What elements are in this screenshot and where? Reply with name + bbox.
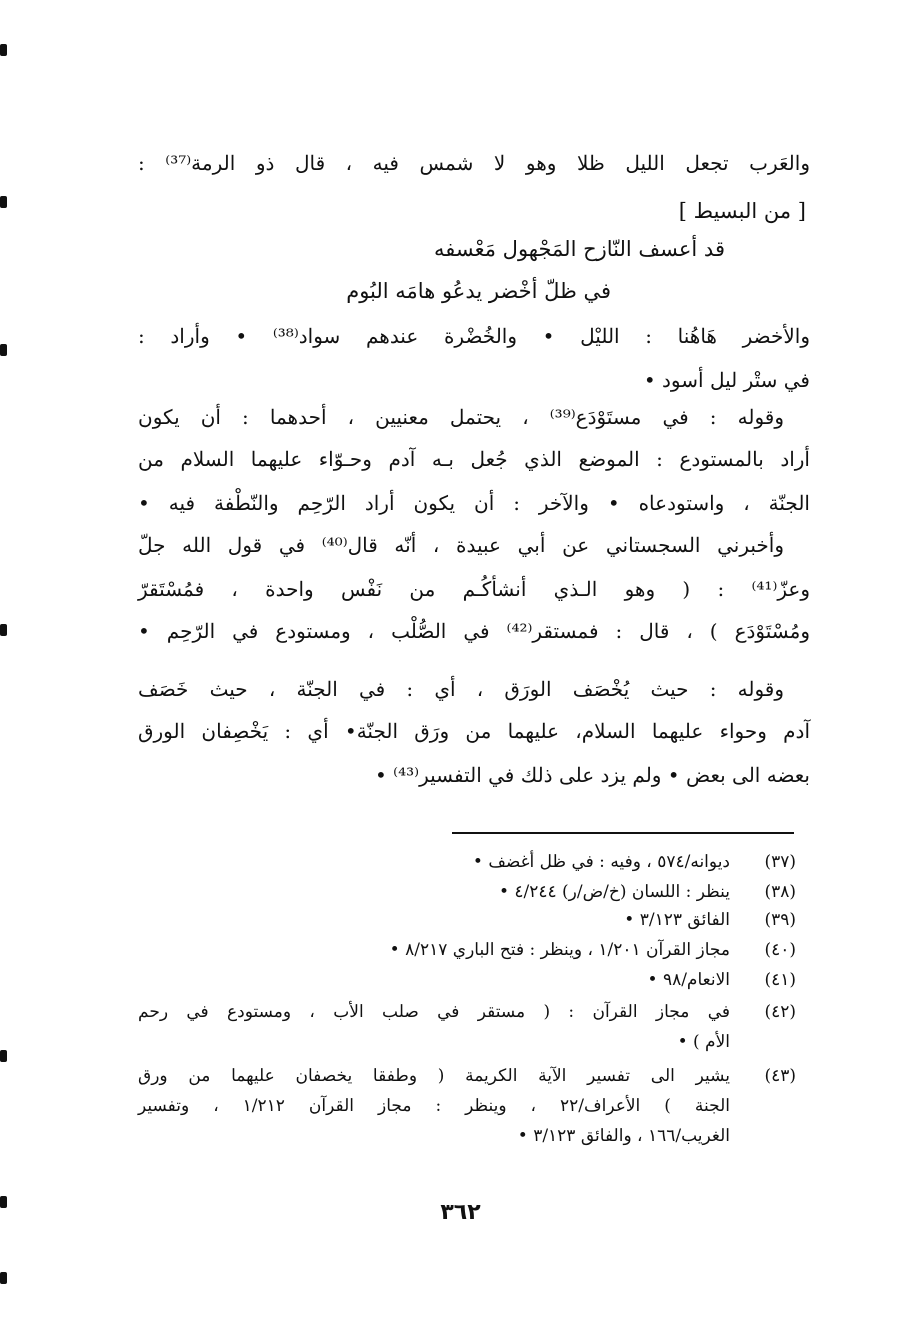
body-line: وقوله : حيث يُخْصَف الورَق ، أي : في الجنّة ، حيث خَصَف — [138, 677, 784, 701]
body-line: ومُسْتَوْدَع ) ، قال : فمستقر⁽⁴²⁾ في الصُّلْب ، ومستودع في الرّحِم • — [138, 619, 810, 643]
edge-mark — [0, 624, 7, 636]
body-line: في ستْر ليل أسود • — [643, 368, 810, 392]
edge-mark — [0, 196, 7, 208]
body-line: والعَرب تجعل الليل ظلا وهو لا شمس فيه ، قال ذو الرمة⁽³⁷⁾ : — [138, 151, 810, 175]
footnote-40 — [138, 938, 796, 964]
body-line: وعزّ⁽⁴¹⁾ : ( وهو الـذي أنشأكُـم من نَفْس واحدة ، فمُسْتَقرّ — [138, 577, 810, 601]
footnote-number: (٣٩) — [764, 910, 796, 930]
edge-mark — [0, 44, 7, 56]
footnote-text-continuation: الغريب/١٦٦ ، والفائق ٣/١٢٣ • — [517, 1126, 730, 1146]
footnote-number: (٤٢) — [764, 1002, 796, 1022]
edge-mark — [0, 344, 7, 356]
verse-hemistich-1: قد أعسف النّازح المَجْهول مَعْسفه — [434, 237, 725, 261]
footnote-text: ديوانه/٥٧٤ ، وفيه : في ظل أغضف • — [472, 852, 730, 872]
meter-label: [ من البسيط ] — [678, 199, 806, 223]
footnote-number: (٣٨) — [764, 882, 796, 902]
body-line: آدم وحواء عليهما السلام، عليهما من ورَق الجنّة• أي : يَخْصِفان الورق — [138, 719, 810, 743]
footnote-number: (٤١) — [764, 970, 796, 990]
footnote-43 — [138, 1064, 796, 1090]
edge-mark — [0, 1050, 7, 1062]
page-number: ٣٦٢ — [440, 1200, 481, 1225]
footnote-text: ينظر : اللسان (خ/ض/ر) ٤/٢٤٤ • — [498, 882, 730, 902]
footnote-text-continuation: الجنة ) الأعراف/٢٢ ، وينظر : مجاز القرآن ١/٢١٢ ، وتفسير — [138, 1096, 730, 1116]
footnote-42 — [138, 1000, 796, 1026]
verse-hemistich-2: في ظلّ أخْضر يدعُو هامَه البُوم — [346, 279, 611, 303]
footnote-text: في مجاز القرآن : ( مستقر في صلب الأب ، ومستودع في رحم — [138, 1002, 730, 1022]
footnote-37 — [138, 850, 796, 876]
footnote-text-continuation: الأم ) • — [677, 1032, 730, 1052]
footnote-text: يشير الى تفسير الآية الكريمة ( وطفقا يخصفان عليهما من ورق — [138, 1066, 730, 1086]
footnote-number: (٤٠) — [764, 940, 796, 960]
footnote-38 — [138, 880, 796, 906]
body-line: وقوله : في مستَوْدَع⁽³⁹⁾ ، يحتمل معنيين ، أحدهما : أن يكون — [138, 405, 784, 429]
footnote-number: (٣٧) — [764, 852, 796, 872]
body-line: الجنّة ، واستودعاه • والآخر : أن يكون أراد الرّحِم والنّطْفة فيه • — [138, 491, 810, 515]
footnote-divider — [452, 832, 794, 834]
edge-mark — [0, 1272, 7, 1284]
footnote-41 — [138, 968, 796, 994]
footnote-text: الفائق ٣/١٢٣ • — [624, 910, 730, 930]
footnote-number: (٤٣) — [764, 1066, 796, 1086]
footnote-39 — [138, 908, 796, 934]
footnote-text: مجاز القرآن ١/٢٠١ ، وينظر : فتح الباري ٨/٢١٧ • — [389, 940, 730, 960]
footnote-text: الانعام/٩٨ • — [647, 970, 730, 990]
body-line: والأخضر هَاهُنا : الليْل • والخُضْرة عندهم سواد⁽³⁸⁾ • وأراد : — [138, 324, 810, 348]
body-line: أراد بالمستودع : الموضع الذي جُعل بـه آدم وحـوّاء عليهما السلام من — [138, 447, 810, 471]
body-line: وأخبرني السجستاني عن أبي عبيدة ، أنّه قال⁽⁴⁰⁾ في قول الله جلّ — [138, 533, 785, 557]
body-line: بعضه الى بعض • ولم يزد على ذلك في التفسير⁽⁴³⁾ • — [375, 763, 810, 787]
